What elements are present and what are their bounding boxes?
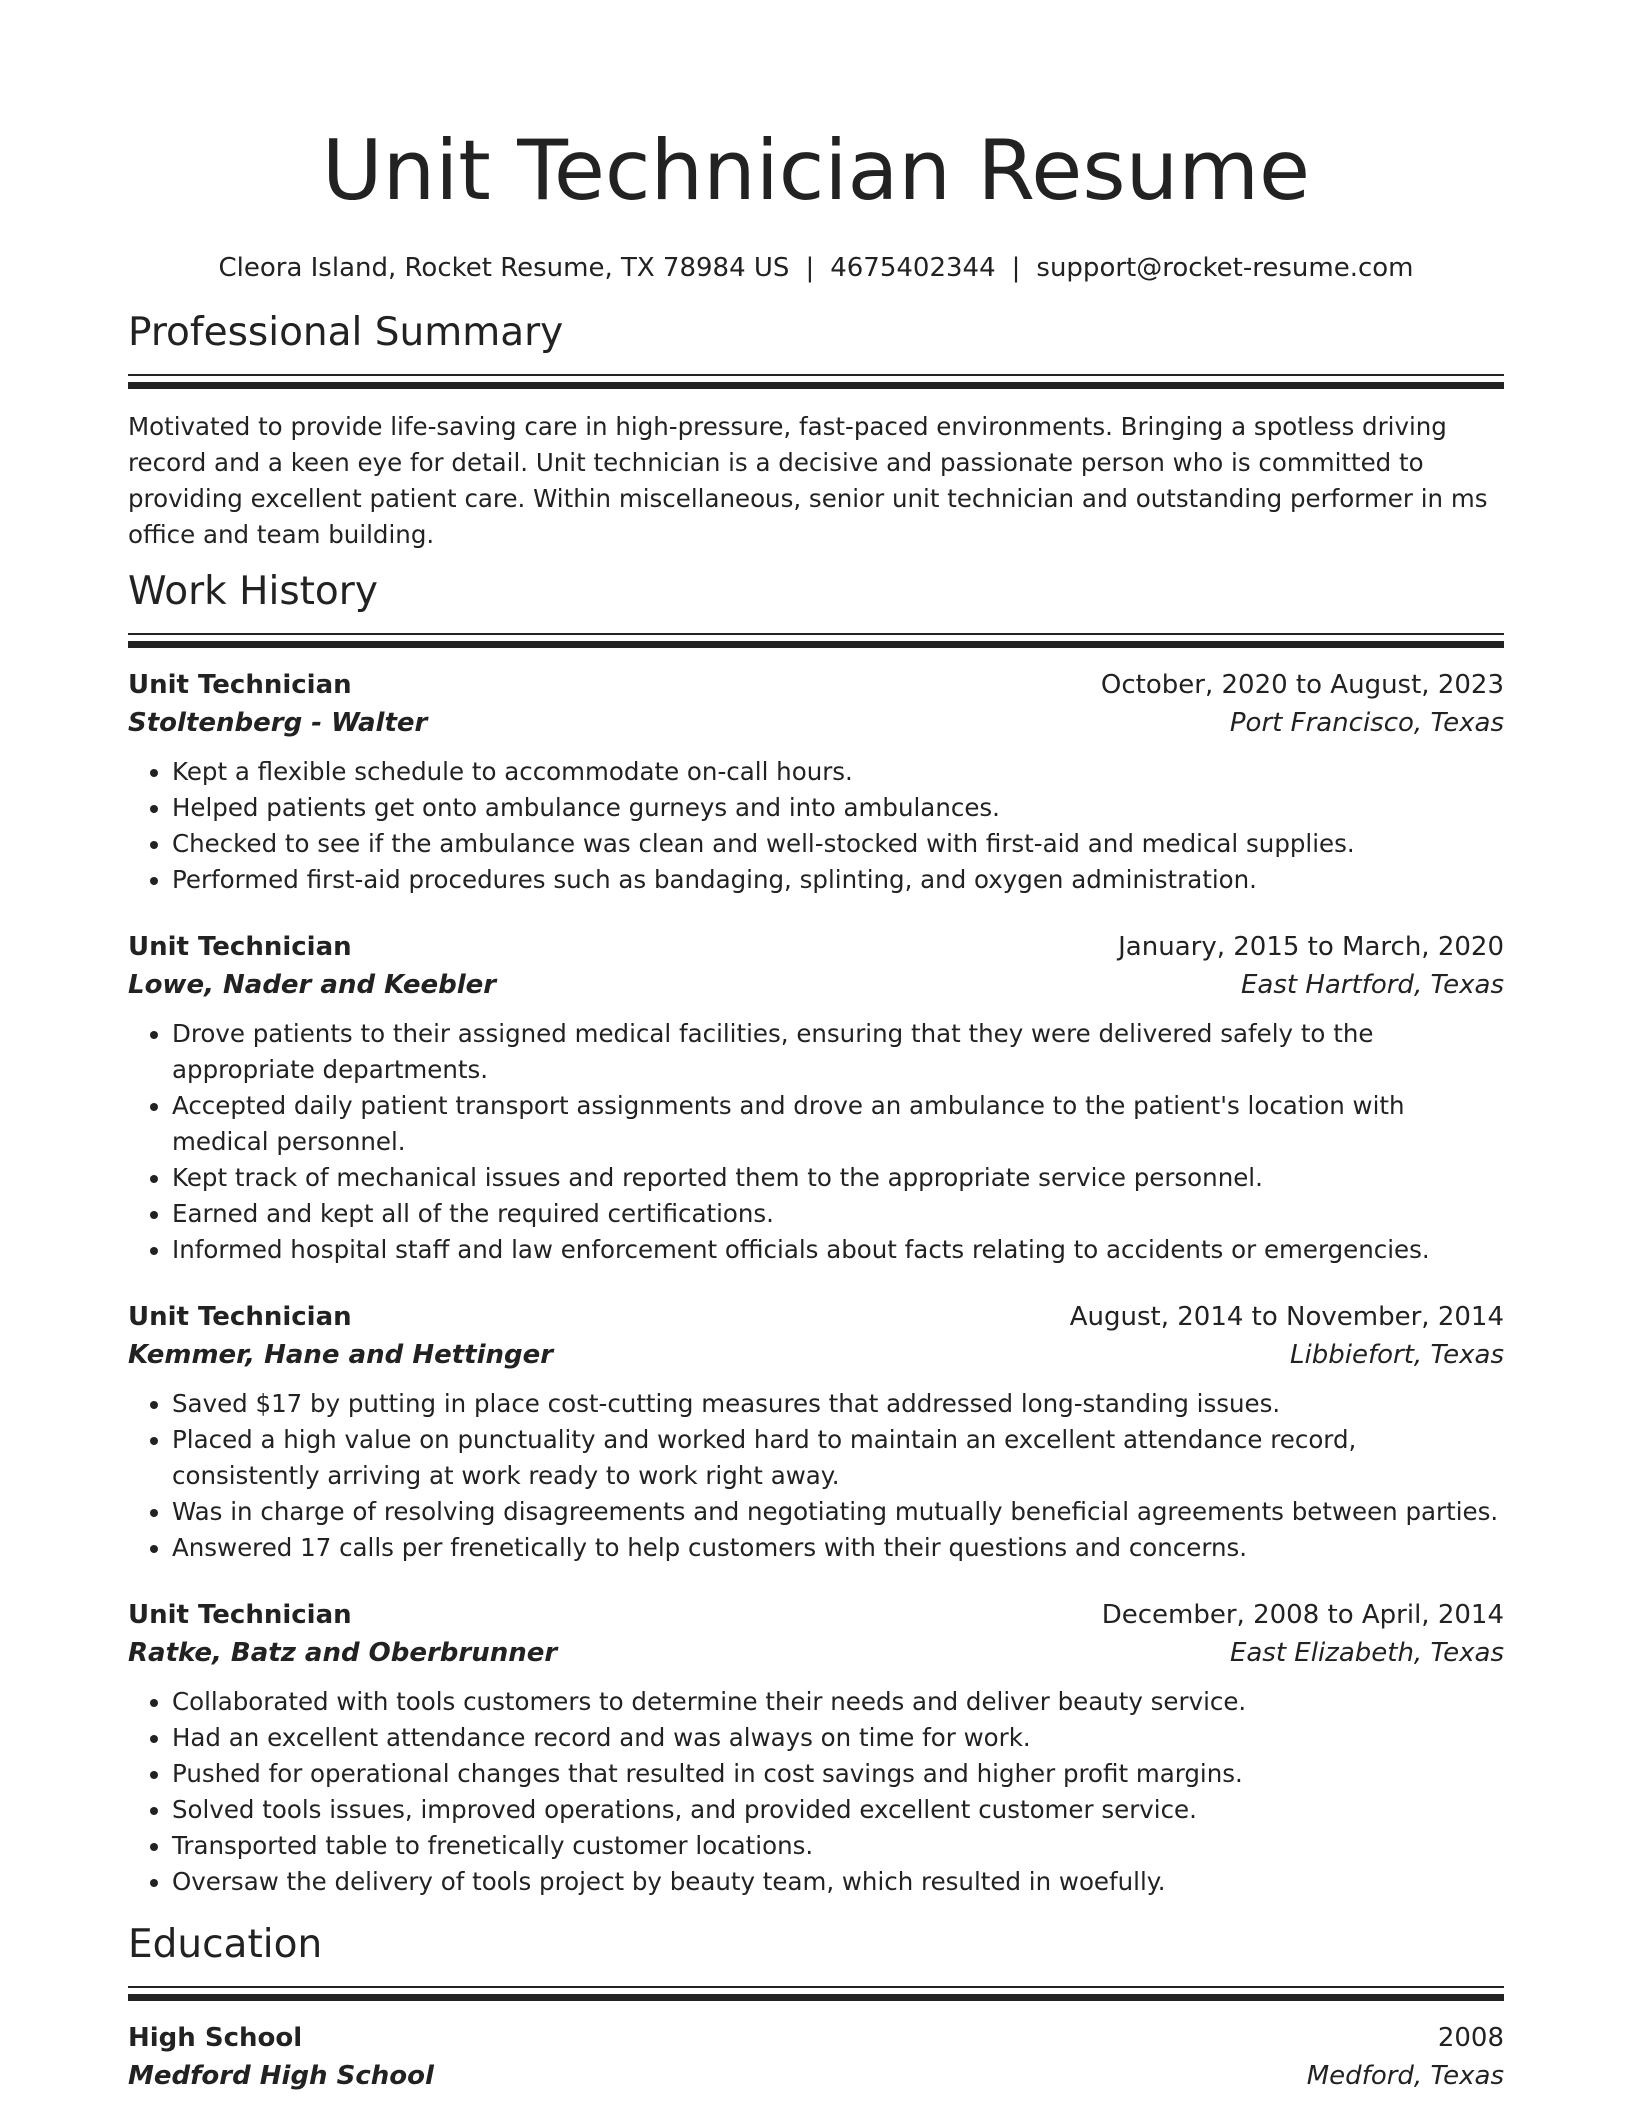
job-dates: October, 2020 to August, 2023 bbox=[1100, 670, 1504, 700]
contact-line bbox=[128, 250, 1504, 286]
job-bullets bbox=[128, 1684, 1504, 1900]
education-degree: High School bbox=[128, 2023, 303, 2053]
summary-section bbox=[128, 308, 1504, 553]
job-bullet: • Accepted daily patient transport assignments and drove an ambulance to the patient's location with medical personnel. bbox=[172, 1088, 1504, 1160]
job-dates: December, 2008 to April, 2014 bbox=[1101, 1600, 1504, 1630]
education-location: Medford, Texas bbox=[1306, 2061, 1504, 2091]
job-bullet: • Drove patients to their assigned medical facilities, ensuring that they were delivered safely to the appropriate departments. bbox=[172, 1016, 1504, 1088]
section-divider bbox=[128, 1986, 1504, 2001]
contact-address: Cleora Island, Rocket Resume, TX 78984 US bbox=[218, 253, 790, 283]
job-location: Libbiefort, Texas bbox=[1290, 1340, 1504, 1370]
job-bullet: • Helped patients get onto ambulance gurneys and into ambulances. bbox=[172, 790, 1504, 826]
summary-text: Motivated to provide life-saving care in high-pressure, fast-paced environments. Bringing a spotless driving record and a keen eye for detail. Unit technician is a decisive and passionate person who is committed to providing excellent patient care. Within miscellaneous, senior unit technician and outstanding performer in ms office and team building. bbox=[128, 412, 1488, 549]
job-bullets bbox=[128, 754, 1504, 898]
contact-email: support@rocket-resume.com bbox=[1036, 253, 1414, 283]
section-heading-work: Work History bbox=[128, 569, 378, 614]
education-section bbox=[128, 1920, 1504, 2095]
job-bullets bbox=[128, 1016, 1504, 1268]
job-entry bbox=[128, 666, 1504, 898]
job-bullet: • Oversaw the delivery of tools project by beauty team, which resulted in woefully. bbox=[172, 1864, 1504, 1900]
section-heading-summary: Professional Summary bbox=[128, 310, 564, 355]
job-location: Port Francisco, Texas bbox=[1229, 708, 1504, 738]
job-bullet: • Solved tools issues, improved operations, and provided excellent customer service. bbox=[172, 1792, 1504, 1828]
job-bullet: • Collaborated with tools customers to determine their needs and deliver beauty service. bbox=[172, 1684, 1504, 1720]
job-entry bbox=[128, 928, 1504, 1268]
job-entry bbox=[128, 1596, 1504, 1900]
education-school: Medford High School bbox=[128, 2061, 434, 2091]
contact-separator: | bbox=[805, 253, 815, 283]
job-company: Lowe, Nader and Keebler bbox=[128, 970, 497, 1000]
job-location: East Elizabeth, Texas bbox=[1229, 1638, 1504, 1668]
job-bullet: • Saved $17 by putting in place cost-cutting measures that addressed long-standing issues. bbox=[172, 1386, 1504, 1422]
job-bullet: • Had an excellent attendance record and was always on time for work. bbox=[172, 1720, 1504, 1756]
job-bullet: • Transported table to frenetically customer locations. bbox=[172, 1828, 1504, 1864]
section-heading-education: Education bbox=[128, 1922, 323, 1967]
job-dates: August, 2014 to November, 2014 bbox=[1069, 1302, 1504, 1332]
job-bullet: • Was in charge of resolving disagreements and negotiating mutually beneficial agreements between parties. bbox=[172, 1494, 1504, 1530]
job-title: Unit Technician bbox=[128, 1302, 352, 1332]
section-divider bbox=[128, 374, 1504, 389]
job-bullet: • Pushed for operational changes that resulted in cost savings and higher profit margins. bbox=[172, 1756, 1504, 1792]
job-company: Ratke, Batz and Oberbrunner bbox=[128, 1638, 558, 1668]
job-entry bbox=[128, 1298, 1504, 1566]
job-bullet: • Answered 17 calls per frenetically to help customers with their questions and concerns. bbox=[172, 1530, 1504, 1566]
job-bullet: • Placed a high value on punctuality and worked hard to maintain an excellent attendance record, consistently arriving at work ready to work right away. bbox=[172, 1422, 1504, 1494]
job-bullet: • Kept track of mechanical issues and reported them to the appropriate service personnel. bbox=[172, 1160, 1504, 1196]
job-bullet: • Informed hospital staff and law enforcement officials about facts relating to accidents or emergencies. bbox=[172, 1232, 1504, 1268]
job-title: Unit Technician bbox=[128, 1600, 352, 1630]
section-divider bbox=[128, 633, 1504, 648]
job-bullet: • Checked to see if the ambulance was clean and well-stocked with first-aid and medical supplies. bbox=[172, 826, 1504, 862]
job-title: Unit Technician bbox=[128, 932, 352, 962]
education-entry bbox=[128, 2019, 1504, 2095]
job-bullets bbox=[128, 1386, 1504, 1566]
job-company: Stoltenberg - Walter bbox=[128, 708, 428, 738]
job-bullet: • Earned and kept all of the required certifications. bbox=[172, 1196, 1504, 1232]
job-bullet: • Kept a flexible schedule to accommodate on-call hours. bbox=[172, 754, 1504, 790]
job-company: Kemmer, Hane and Hettinger bbox=[128, 1340, 554, 1370]
resume-title: Unit Technician Resume bbox=[321, 122, 1311, 219]
education-year: 2008 bbox=[1437, 2023, 1504, 2053]
work-history-section bbox=[128, 567, 1504, 1900]
contact-phone: 4675402344 bbox=[830, 253, 996, 283]
job-location: East Hartford, Texas bbox=[1240, 970, 1504, 1000]
job-list bbox=[128, 666, 1504, 1900]
job-bullet: • Performed first-aid procedures such as bandaging, splinting, and oxygen administration. bbox=[172, 862, 1504, 898]
job-title: Unit Technician bbox=[128, 670, 352, 700]
job-dates: January, 2015 to March, 2020 bbox=[1118, 932, 1504, 962]
contact-separator: | bbox=[1011, 253, 1021, 283]
